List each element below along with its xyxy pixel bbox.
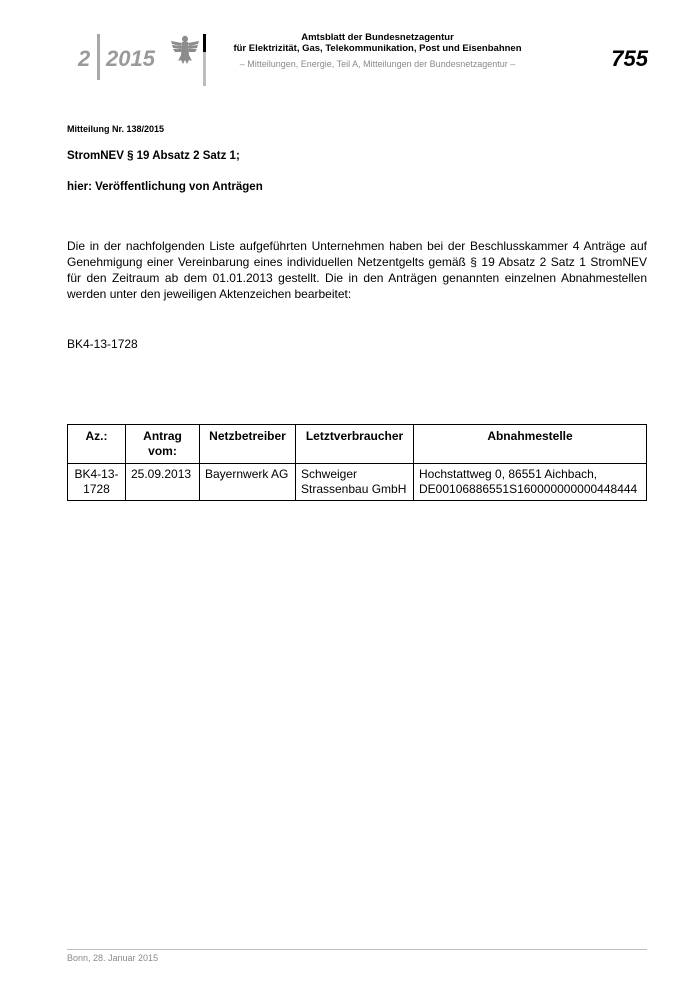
column-header-letztverbraucher: Letztverbraucher [296, 425, 414, 464]
publication-title-line1: Amtsblatt der Bundesnetzagentur [301, 32, 454, 43]
footer-divider [67, 949, 647, 950]
publication-subtitle: – Mitteilungen, Energie, Teil A, Mitteilungen der Bundesnetzagentur – [239, 59, 516, 69]
column-header-antrag: Antrag vom: [126, 425, 200, 464]
cell-netzbetreiber: Bayernwerk AG [200, 464, 296, 501]
header-divider-black [203, 34, 206, 52]
cell-az: BK4-13-1728 [68, 464, 126, 501]
publication-title-line2: für Elektrizität, Gas, Telekommunikation, Post und Eisenbahnen [233, 43, 522, 54]
cell-letztverbraucher: Schweiger Strassenbau GmbH [296, 464, 414, 501]
issue-number: 2 [78, 46, 91, 71]
table-header-row [68, 425, 647, 464]
table-row [68, 464, 647, 501]
column-header-netzbetreiber: Netzbetreiber [200, 425, 296, 464]
cell-antrag-date: 25.09.2013 [126, 464, 200, 501]
column-header-az: Az.: [68, 425, 126, 464]
page-number: 755 [611, 46, 648, 71]
cell-abnahmestelle: Hochstattweg 0, 86551 Aichbach, DE00106886551S160000000000448444 [414, 464, 647, 501]
issue-year: 2015 [106, 46, 155, 71]
header-divider [97, 34, 100, 80]
column-header-abnahmestelle: Abnahmestelle [414, 425, 647, 464]
footer-place-date: Bonn, 28. Januar 2015 [67, 953, 159, 963]
publication-title [210, 32, 545, 54]
body-paragraph: Die in der nachfolgenden Liste aufgeführten Unternehmen haben bei der Beschlusskammer 4 Anträge auf Genehmigung einer Vereinbarung eines individuellen Netzentgelts gemäß § 19 Absatz 2 Satz 1 StromNEV für den Zeitraum ab dem 01.01.2013 gestellt. Die in den Anträgen genannten einzelnen Abnahmestellen werden unter den jeweiligen Aktenzeichen bearbeitet: [67, 239, 647, 301]
document-subtitle: hier: Veröffentlichung von Anträgen [67, 181, 263, 193]
federal-eagle-icon [170, 33, 200, 67]
applications-table [67, 424, 647, 501]
document-title: StromNEV § 19 Absatz 2 Satz 1; [67, 150, 240, 162]
aktenzeichen-reference: BK4-13-1728 [67, 337, 138, 351]
mitteilung-number: Mitteilung Nr. 138/2015 [67, 124, 165, 134]
